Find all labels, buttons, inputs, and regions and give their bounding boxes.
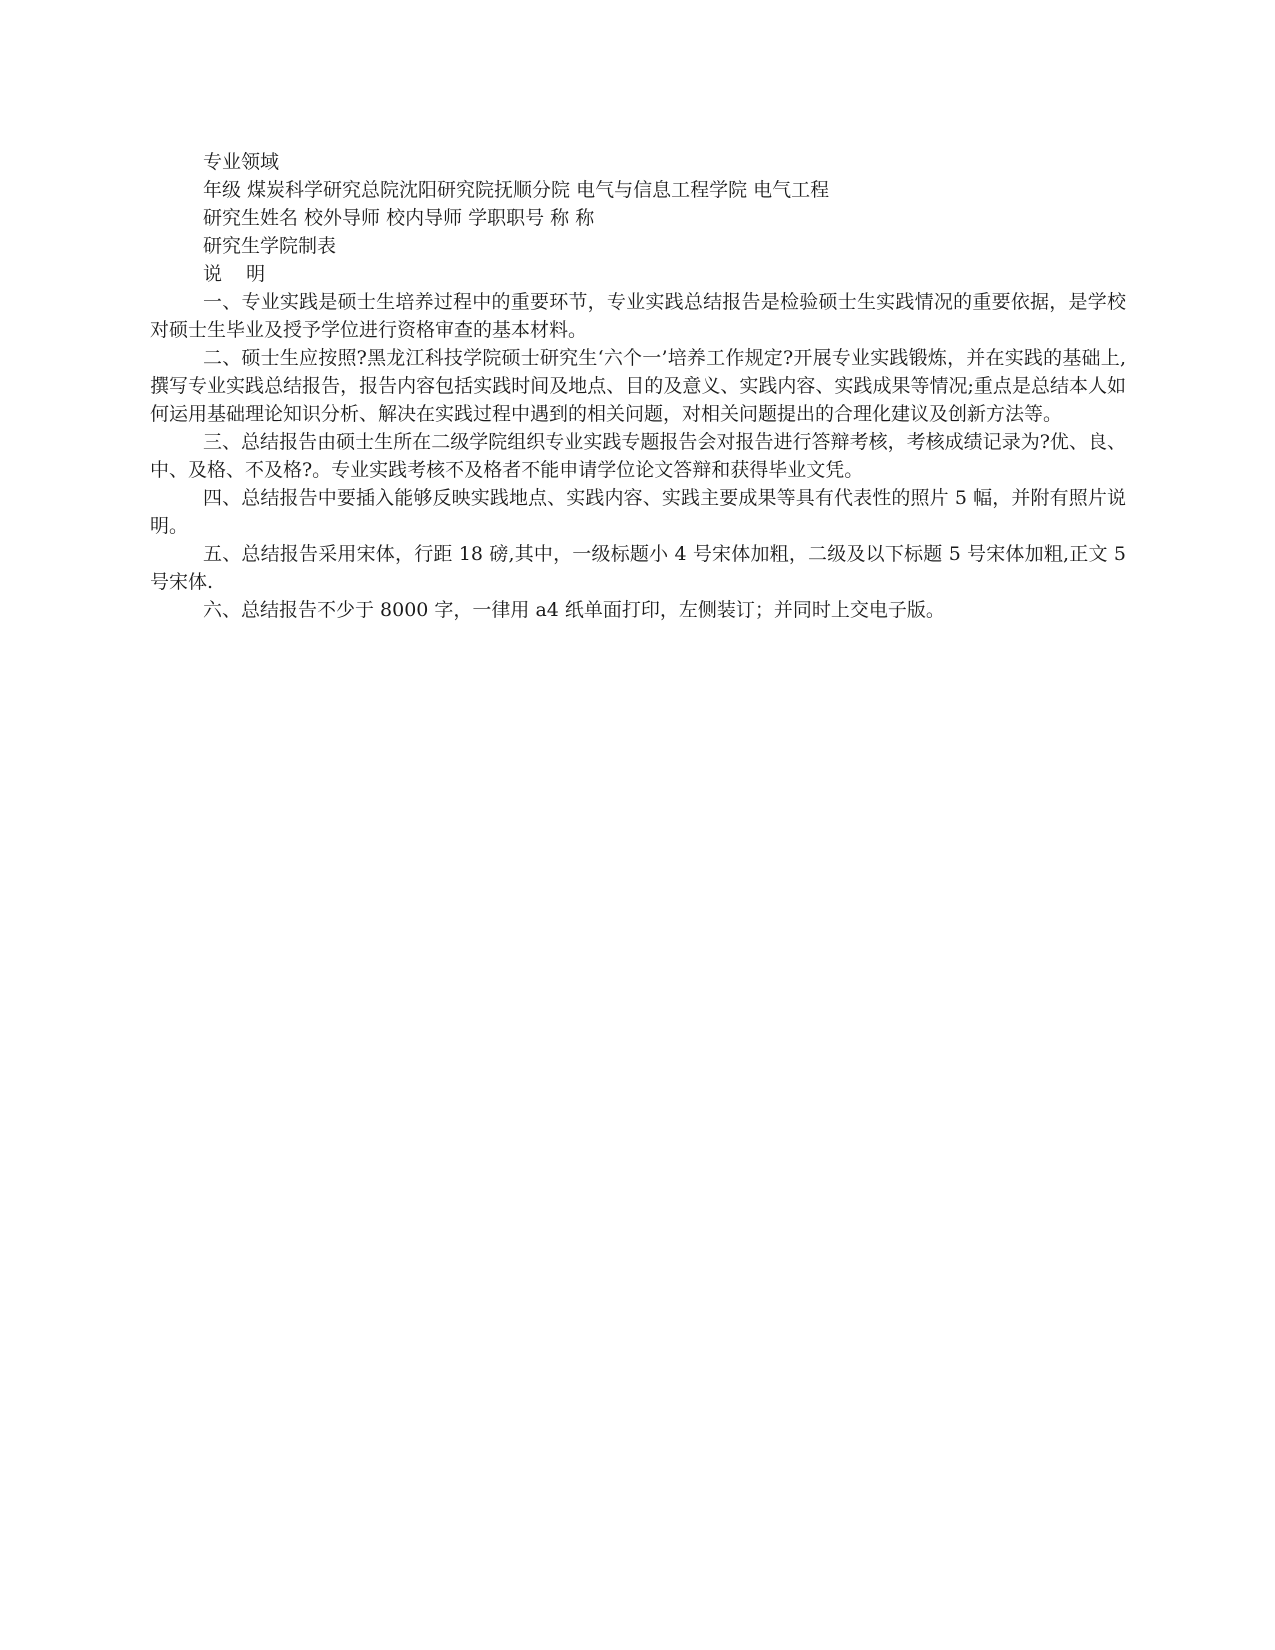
note-paragraph: 一、专业实践是硕士生培养过程中的重要环节，专业实践总结报告是检验硕士生实践情况的重要依据，是学校对硕士生毕业及授予学位进行资格审查的基本材料。 — [150, 291, 1126, 341]
name-line: 研究生姓名 校外导师 校内导师 学职职号 称 称 — [203, 207, 595, 229]
notes-title: 说 明 — [203, 263, 266, 285]
note-paragraph: 五、总结报告采用宋体，行距 18 磅,其中，一级标题小 4 号宋体加粗，二级及以下标题 5 号宋体加粗,正文 5 号宋体. — [150, 543, 1126, 593]
grade-line: 年级 煤炭科学研究总院沈阳研究院抚顺分院 电气与信息工程学院 电气工程 — [203, 179, 830, 201]
note-paragraph: 六、总结报告不少于 8000 字，一律用 a4 纸单面打印，左侧装订；并同时上交电子版。 — [203, 599, 945, 621]
document-page — [150, 148, 1126, 624]
note-paragraph: 二、硕士生应按照?黑龙江科技学院硕士研究生‘六个一’培养工作规定?开展专业实践锻炼，并在实践的基础上,撰写专业实践总结报告，报告内容包括实践时间及地点、目的及意义、实践内容、实践成果等情况;重点是总结本人如何运用基础理论知识分析、解决在实践过程中遇到的相关问题，对相关问题提出的合理化建议及创新方法等。 — [150, 347, 1126, 425]
field-line: 专业领域 — [203, 151, 280, 173]
note-paragraph: 三、总结报告由硕士生所在二级学院组织专业实践专题报告会对报告进行答辩考核，考核成绩记录为?优、良、中、及格、不及格?。专业实践考核不及格者不能申请学位论文答辩和获得毕业文凭。 — [150, 431, 1126, 481]
made-by-line: 研究生学院制表 — [203, 235, 337, 257]
note-paragraph: 四、总结报告中要插入能够反映实践地点、实践内容、实践主要成果等具有代表性的照片 5 幅，并附有照片说明。 — [150, 487, 1126, 537]
